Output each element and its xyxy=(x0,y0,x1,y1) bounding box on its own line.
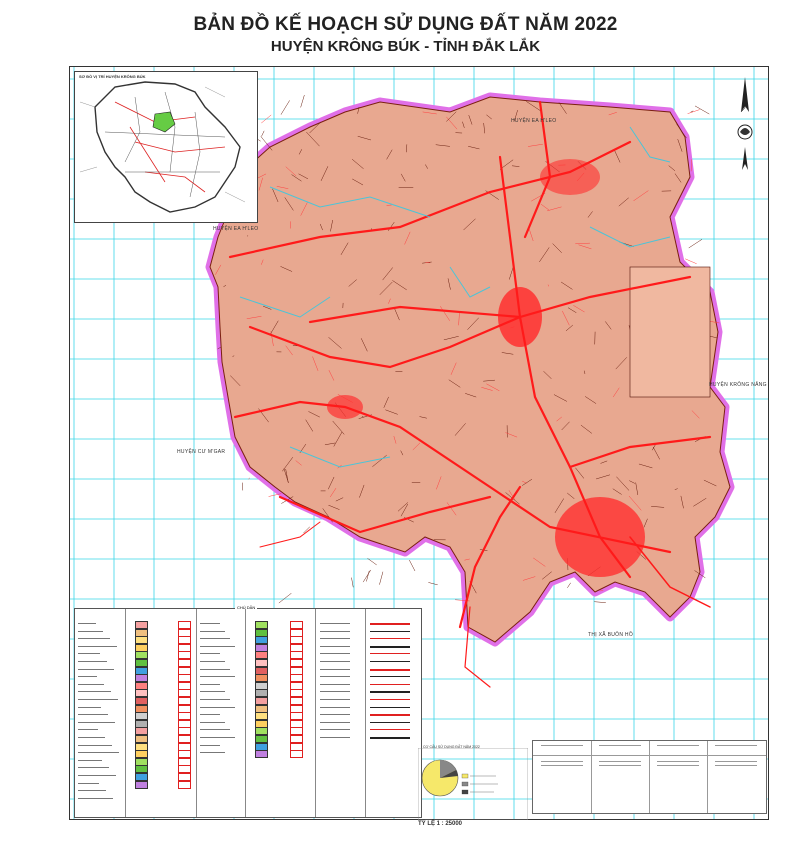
legend-text-line xyxy=(200,737,235,738)
inset-map xyxy=(75,72,257,222)
legend-text-line xyxy=(78,631,103,632)
signature-text-line xyxy=(715,761,757,762)
legend-text-line xyxy=(200,691,225,692)
legend-text-line xyxy=(320,631,350,632)
signature-panel xyxy=(532,740,767,814)
legend-text-line xyxy=(200,684,220,685)
legend-text-line xyxy=(200,661,225,662)
road-ext-west xyxy=(260,522,320,547)
legend-text-line xyxy=(200,714,220,715)
legend-line-symbol xyxy=(370,623,410,625)
legend-line-symbol xyxy=(370,653,410,654)
legend-line-symbol xyxy=(370,676,410,677)
parcel-line xyxy=(689,239,702,248)
label-west-top: HUYỆN EA H'LEO xyxy=(213,226,259,232)
inset-title: SƠ ĐỒ VỊ TRÍ HUYỆN KRÔNG BÚK xyxy=(79,74,146,79)
legend-text-line xyxy=(78,653,100,654)
legend-text-line xyxy=(200,752,225,753)
legend-swatch xyxy=(135,781,148,789)
parcel-line xyxy=(409,560,415,571)
legend-text-line xyxy=(78,752,119,753)
legend-text-line xyxy=(78,760,102,761)
legend-text-line xyxy=(200,722,225,723)
label-north-top: HUYỆN EA H'LEO xyxy=(511,118,557,124)
parcel-line xyxy=(688,110,700,114)
legend-swatch-outline xyxy=(178,781,191,789)
legend-title: CHÚ DẪN xyxy=(237,605,256,610)
legend-line-symbol xyxy=(370,631,410,632)
signature-text-line xyxy=(715,765,757,766)
parcel-line xyxy=(379,572,382,585)
label-west: HUYỆN CƯ M'GAR xyxy=(177,449,226,455)
map-title: BẢN ĐỒ KẾ HOẠCH SỬ DỤNG ĐẤT NĂM 2022 xyxy=(193,14,618,35)
parcel-line xyxy=(281,100,290,114)
parcel-line xyxy=(428,582,437,584)
legend-text-line xyxy=(320,646,350,647)
legend-line-symbol xyxy=(370,684,410,685)
land-use-pie-chart xyxy=(418,748,528,820)
pie-title: CƠ CẤU SỬ DỤNG ĐẤT NĂM 2022 xyxy=(423,745,480,749)
label-east: HUYỆN KRÔNG NĂNG xyxy=(709,382,767,388)
legend-text-line xyxy=(78,623,96,624)
legend-text-line xyxy=(320,714,350,715)
legend-text-line xyxy=(200,669,230,670)
legend-text-line xyxy=(200,729,230,730)
legend-text-line xyxy=(320,661,350,662)
legend-text-line xyxy=(78,699,118,700)
legend-text-line xyxy=(200,631,225,632)
legend-swatch xyxy=(255,750,268,758)
legend-text-line xyxy=(320,691,350,692)
parcel-line xyxy=(594,602,606,603)
legend-text-line xyxy=(78,669,114,670)
parcel-line xyxy=(695,106,709,114)
legend-text-line xyxy=(320,638,350,639)
location-inset xyxy=(74,71,258,223)
legend-line-symbol xyxy=(370,669,410,671)
legend-text-line xyxy=(200,653,220,654)
legend-text-line xyxy=(78,783,99,784)
legend-text-line xyxy=(320,684,350,685)
legend-text-line xyxy=(200,745,220,746)
legend-text-line xyxy=(320,653,350,654)
legend-text-line xyxy=(78,714,108,715)
legend-swatch-outline xyxy=(290,750,303,758)
signature-text-line xyxy=(599,745,641,746)
legend-text-line xyxy=(200,676,235,677)
legend-text-line xyxy=(78,775,116,776)
legend-text-line xyxy=(78,661,107,662)
legend-text-line xyxy=(78,684,104,685)
map-subtitle: HUYỆN KRÔNG BÚK - TỈNH ĐẮK LẮK xyxy=(270,38,541,55)
legend-text-line xyxy=(78,707,101,708)
legend-text-line xyxy=(200,646,235,647)
north-arrow-icon xyxy=(733,72,763,177)
legend-text-line xyxy=(200,699,230,700)
legend-text-line xyxy=(200,707,235,708)
legend-text-line xyxy=(78,676,97,677)
legend-text-line xyxy=(320,737,350,738)
parcel-line xyxy=(279,593,292,603)
legend-text-line xyxy=(78,722,115,723)
legend-line-symbol xyxy=(370,714,410,716)
legend-text-line xyxy=(320,729,350,730)
legend-text-line xyxy=(78,646,117,647)
legend-panel xyxy=(74,605,422,818)
legend-text-line xyxy=(320,623,350,624)
parcel-line xyxy=(262,131,265,136)
parcel-line xyxy=(567,583,570,588)
legend-line-symbol xyxy=(370,707,410,708)
legend-line-symbol xyxy=(370,646,410,648)
signature-text-line xyxy=(541,761,583,762)
signature-text-line xyxy=(599,761,641,762)
legend-text-line xyxy=(200,638,230,639)
signature-text-line xyxy=(599,765,641,766)
legend-text-line xyxy=(320,722,350,723)
legend-text-line xyxy=(320,676,350,677)
signature-text-line xyxy=(657,761,699,762)
legend-text-line xyxy=(320,699,350,700)
legend-line-symbol xyxy=(370,638,410,639)
signature-text-line xyxy=(715,745,757,746)
signature-text-line xyxy=(657,745,699,746)
legend-text-line xyxy=(78,737,105,738)
legend-text-line xyxy=(78,691,111,692)
parcel-line xyxy=(301,95,305,107)
legend-text-line xyxy=(78,798,113,799)
signature-text-line xyxy=(541,765,583,766)
legend-text-line xyxy=(78,745,112,746)
parcel-line xyxy=(363,570,371,582)
legend-text-line xyxy=(200,623,220,624)
legend-line-symbol xyxy=(370,729,410,730)
legend-line-symbol xyxy=(370,661,410,662)
legend-text-line xyxy=(78,729,98,730)
legend-text-line xyxy=(78,767,109,768)
legend-line-symbol xyxy=(370,699,410,700)
legend-text-line xyxy=(320,707,350,708)
legend-text-line xyxy=(320,669,350,670)
signature-text-line xyxy=(541,745,583,746)
legend-text-line xyxy=(78,790,106,791)
legend-line-symbol xyxy=(370,722,410,723)
label-south-east: THỊ XÃ BUÔN HỒ xyxy=(588,632,634,638)
signature-text-line xyxy=(657,765,699,766)
parcel-line xyxy=(351,578,353,588)
legend-line-symbol xyxy=(370,737,410,739)
map-scale: TỶ LỆ 1 : 25000 xyxy=(418,821,463,827)
legend-line-symbol xyxy=(370,691,410,693)
legend-text-line xyxy=(78,638,110,639)
